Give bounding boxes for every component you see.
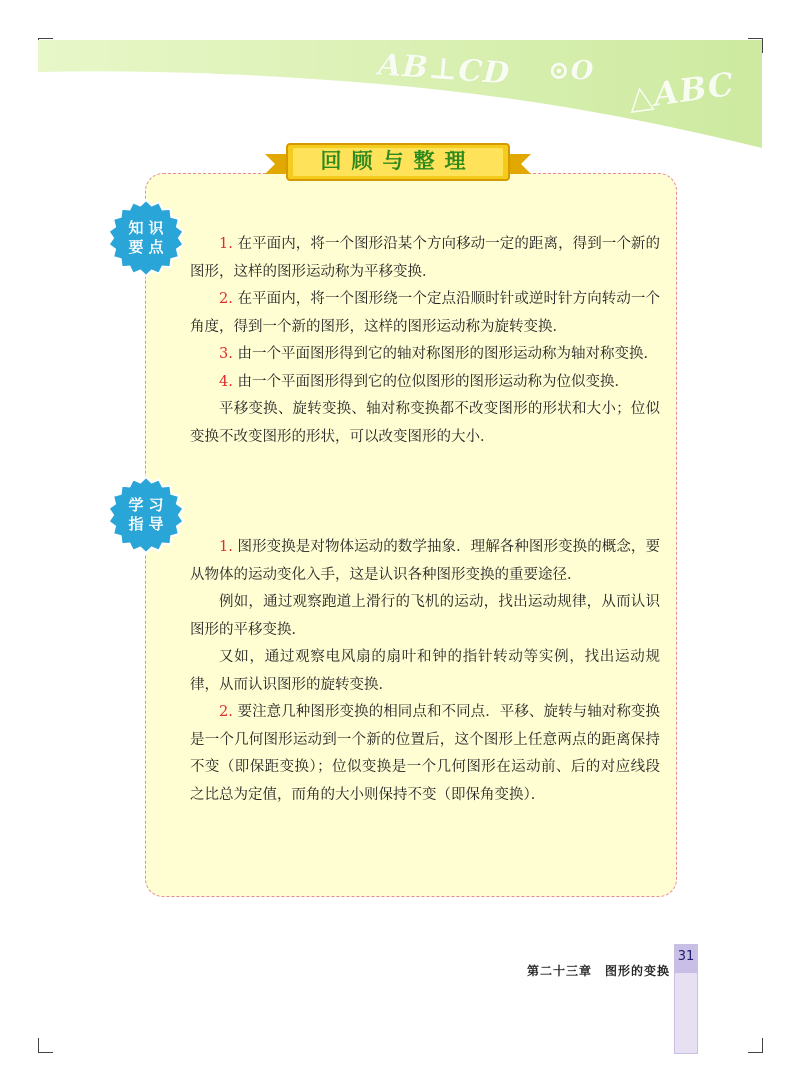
badge-knowledge-line1: 知识 [128,219,169,237]
knowledge-paragraph: 4. 由一个平面图形得到它的位似图形的图形运动称为位似变换． [219,373,629,390]
crop-mark-bottom-left [38,1038,53,1053]
knowledge-paragraph: 1. 在平面内，将一个图形沿某个方向移动一定的距离，得到一个新的图形，这样的图形运动称为平移变换． [190,236,660,280]
badge-knowledge-points [106,198,186,278]
page-title: 回顾与整理 [320,149,476,173]
knowledge-paragraph: 平移变换、旋转变换、轴对称变换都不改变图形的形状和大小；位似变换不改变图形的形状，可以改变图形的大小． [190,401,660,445]
knowledge-paragraph: 3. 由一个平面图形得到它的轴对称图形的图形运动称为轴对称变换． [219,346,658,362]
formula-perpendicular: AB⊥CD [376,47,512,92]
page-number-tab [674,944,698,1054]
guide-paragraph: 又如，通过观察电风扇的扇叶和钟的指针转动等实例，找出运动规律，从而认识图形的旋转变换． [190,649,660,693]
guide-paragraph: 2. 要注意几种图形变换的相同点和不同点．平移、旋转与轴对称变换是一个几何图形运动到一个新的位置后，这个图形上任意两点的距离保持不变（即保距变换）；位似变换是一个几何图形在运动前、后的对应线段之比总为定值，而角的大小则保持不变（即保角变换）． [190,704,660,803]
chapter-footer: 第二十三章 图形的变换 [526,964,670,978]
guide-paragraph: 1. 图形变换是对物体运动的数学抽象．理解各种图形变换的概念，要从物体的运动变化入手，这是认识各种图形变换的重要途径． [190,539,660,583]
guide-paragraph: 例如，通过观察跑道上滑行的飞机的运动，找出运动规律，从而认识图形的平移变换． [190,594,660,638]
formula-triangle: △ABC [625,64,737,118]
badge-study-guide [106,475,186,555]
knowledge-points-text [190,231,660,451]
page-number: 31 [677,949,695,964]
badge-guide-line2: 指导 [128,515,169,533]
formula-circle: ⊙O [548,56,595,86]
badge-knowledge-line2: 要点 [128,238,169,256]
crop-mark-bottom-right [748,1038,763,1053]
knowledge-paragraph: 2. 在平面内，将一个图形绕一个定点沿顺时针或逆时针方向转动一个角度，得到一个新的图形，这样的图形运动称为旋转变换． [190,291,660,335]
study-guide-text [190,534,660,809]
badge-guide-line1: 学习 [128,496,169,514]
